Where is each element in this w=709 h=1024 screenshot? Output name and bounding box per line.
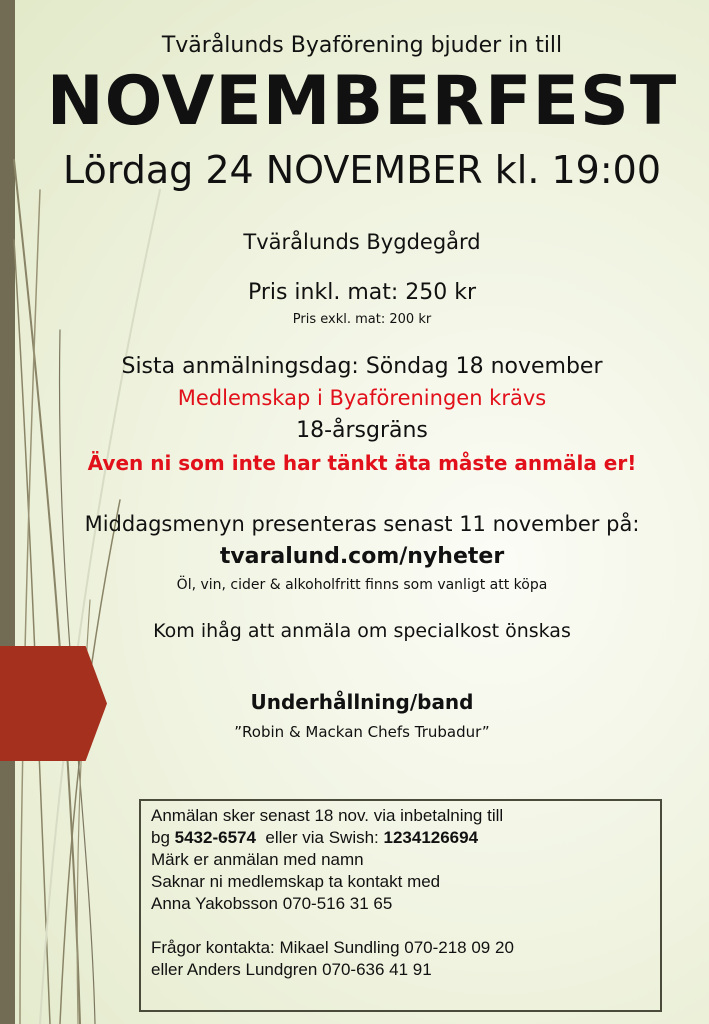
- swish-number: 1234126694: [383, 828, 479, 847]
- news-url[interactable]: tvaralund.com/nyheter: [219, 544, 505, 569]
- bg-number: 5432-6574: [174, 828, 256, 847]
- venue: Tvärålunds Bygdegård: [243, 230, 481, 254]
- swish-label: eller via Swish:: [255, 828, 384, 847]
- host-line: Tvärålunds Byaförening bjuder in till: [161, 33, 563, 58]
- questions-contact-2: eller Anders Lundgren 070-636 41 91: [151, 960, 432, 979]
- drinks-notice: Öl, vin, cider & alkoholfritt finns som vanligt att köpa: [176, 577, 548, 593]
- entertainment-label: Underhållning/band: [250, 690, 474, 714]
- membership-required: Medlemskap i Byaföreningen krävs: [177, 386, 547, 410]
- left-decorative-bar: [0, 0, 15, 1024]
- registration-info-box: [139, 799, 662, 1012]
- event-title: NOVEMBERFEST: [46, 62, 678, 141]
- registration-deadline: Sista anmälningsdag: Söndag 18 november: [121, 354, 603, 379]
- age-limit: 18-årsgräns: [296, 418, 428, 443]
- bg-label: bg: [151, 828, 175, 847]
- special-diet-notice: Kom ihåg att anmäla om specialkost önskas: [153, 620, 571, 642]
- registration-line-1: Anmälan sker senast 18 nov. via inbetalning till: [151, 806, 504, 825]
- price-incl-food: Pris inkl. mat: 250 kr: [247, 280, 477, 305]
- everyone-register-notice: Även ni som inte har tänkt äta måste anmäla er!: [87, 451, 637, 475]
- registration-line-3: Märk er anmälan med namn: [151, 850, 364, 869]
- registration-line-4: Saknar ni medlemskap ta kontakt med: [151, 872, 441, 891]
- menu-notice: Middagsmenyn presenteras senast 11 november på:: [84, 512, 640, 536]
- price-excl-food: Pris exkl. mat: 200 kr: [292, 312, 432, 327]
- band-name: ”Robin & Mackan Chefs Trubadur”: [234, 723, 490, 741]
- questions-contact-1: Frågor kontakta: Mikael Sundling 070-218 09 20: [151, 938, 514, 957]
- payment-line: [151, 827, 650, 849]
- membership-contact: Anna Yakobsson 070-516 31 65: [151, 894, 393, 913]
- event-date: Lördag 24 NOVEMBER kl. 19:00: [63, 148, 661, 192]
